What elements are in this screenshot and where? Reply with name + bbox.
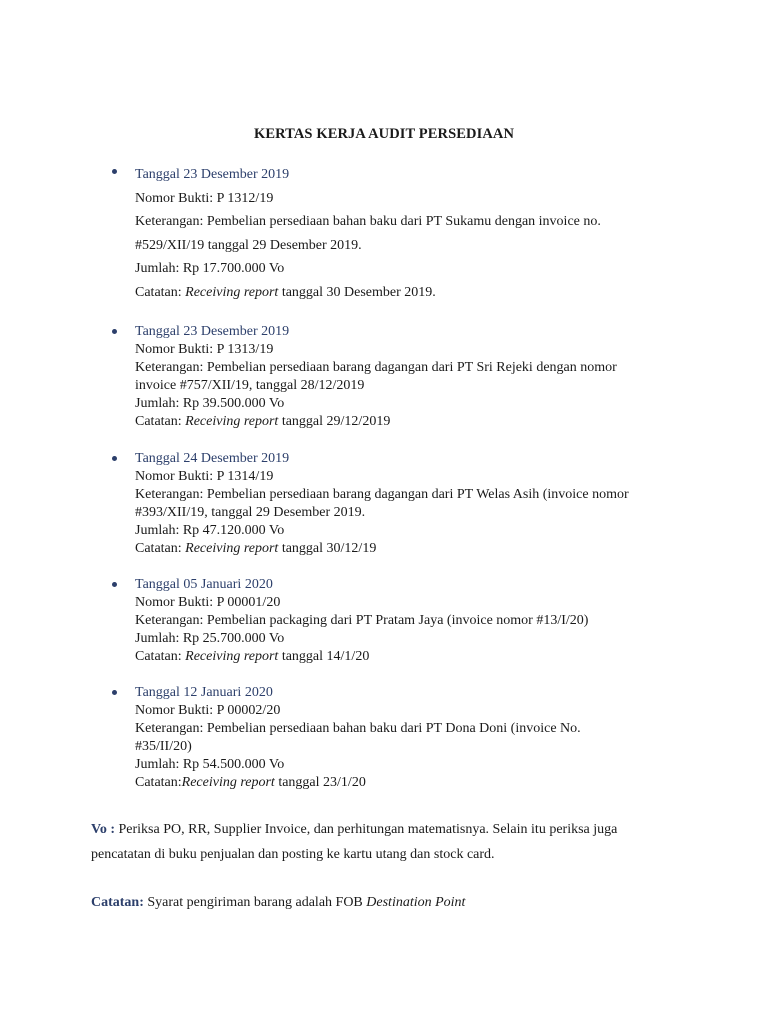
entry-catatan: [112, 774, 752, 792]
entry-date: Tanggal 05 Januari 2020: [135, 577, 273, 592]
entry-date-line: [112, 450, 752, 468]
entry-catatan: [112, 413, 752, 431]
entry-jumlah: Jumlah: Rp 47.120.000 Vo: [135, 523, 285, 538]
entry-keterangan: Keterangan: Pembelian persediaan bahan baku dari PT Dona Doni (invoice No.: [135, 721, 581, 736]
entry-date-line: [112, 576, 752, 594]
catatan-prefix: Catatan:: [135, 284, 186, 300]
entry-4: [112, 576, 752, 666]
vo-note: [91, 817, 711, 867]
vo-note-line-1: [91, 817, 711, 842]
vo-label: Vo :: [91, 822, 115, 837]
entry-keterangan-cont: #529/XII/19 tanggal 29 Desember 2019.: [135, 237, 362, 253]
catatan-suffix: tanggal 30/12/19: [278, 541, 377, 556]
entry-keterangan-cont: invoice #757/XII/19, tanggal 28/12/2019: [135, 378, 365, 393]
catatan-italic: Receiving report: [181, 775, 275, 790]
bullet-icon: [112, 582, 117, 587]
bullet-icon: [112, 329, 117, 334]
catatan-italic: Receiving report: [185, 541, 279, 556]
entry-date: Tanggal 24 Desember 2019: [135, 451, 290, 466]
entry-catatan: [112, 281, 752, 305]
bullet-icon: [112, 456, 117, 461]
catatan-prefix: Catatan:: [135, 414, 186, 429]
entry-date-line: [112, 684, 752, 702]
entry-keterangan: Keterangan: Pembelian persediaan bahan baku dari PT Sukamu dengan invoice no.: [135, 214, 601, 229]
entry-keterangan: Keterangan: Pembelian persediaan barang dagangan dari PT Sri Rejeki dengan nomor: [135, 360, 617, 375]
entry-keterangan: Keterangan: Pembelian persediaan barang dagangan dari PT Welas Asih (invoice nomor: [135, 487, 629, 502]
entry-2: [112, 323, 752, 431]
catatan-prefix: Catatan:: [135, 649, 186, 664]
entry-date-line: [112, 163, 752, 187]
entry-date: Tanggal 23 Desember 2019: [135, 167, 290, 182]
catatan-suffix: tanggal 29/12/2019: [278, 414, 391, 429]
entry-keterangan: Keterangan: Pembelian packaging dari PT Pratam Jaya (invoice nomor #13/I/20): [135, 613, 589, 628]
entry-keterangan-cont: #35/II/20): [135, 739, 192, 754]
entry-bukti: Nomor Bukti: P 00001/20: [135, 595, 281, 610]
entry-jumlah: Jumlah: Rp 17.700.000 Vo: [135, 261, 285, 276]
entry-3: [112, 450, 752, 558]
entry-bukti: Nomor Bukti: P 1312/19: [135, 190, 274, 206]
entry-date: Tanggal 12 Januari 2020: [135, 685, 273, 700]
catatan-prefix: Catatan:: [135, 541, 186, 556]
entry-bukti: Nomor Bukti: P 1313/19: [135, 342, 274, 357]
entry-5: [112, 684, 752, 792]
vo-text: Periksa PO, RR, Supplier Invoice, dan perhitungan matematisnya. Selain itu periksa juga: [115, 822, 618, 837]
catatan-italic-term: Destination Point: [366, 895, 466, 910]
catatan-italic: Receiving report: [185, 284, 279, 300]
bullet-icon: [112, 690, 117, 695]
entry-bukti: Nomor Bukti: P 00002/20: [135, 703, 281, 718]
catatan-label: Catatan:: [91, 895, 144, 910]
document-title: KERTAS KERJA AUDIT PERSEDIAAN: [253, 126, 515, 142]
catatan-note: [91, 890, 711, 915]
catatan-text: Syarat pengiriman barang adalah FOB: [143, 895, 367, 910]
entry-catatan: [112, 540, 752, 558]
catatan-italic: Receiving report: [185, 414, 279, 429]
catatan-italic: Receiving report: [185, 649, 279, 664]
entry-1: [112, 163, 752, 304]
entry-bukti: Nomor Bukti: P 1314/19: [135, 469, 274, 484]
entry-jumlah: Jumlah: Rp 39.500.000 Vo: [135, 396, 285, 411]
entry-keterangan-cont: #393/XII/19, tanggal 29 Desember 2019.: [135, 505, 366, 520]
entry-jumlah: Jumlah: Rp 54.500.000 Vo: [135, 757, 285, 772]
catatan-suffix: tanggal 23/1/20: [274, 775, 366, 790]
catatan-suffix: tanggal 14/1/20: [278, 649, 370, 664]
bullet-icon: [112, 169, 117, 174]
catatan-prefix: Catatan:: [135, 775, 182, 790]
entry-date-line: [112, 323, 752, 341]
entry-catatan: [112, 648, 752, 666]
entry-jumlah: Jumlah: Rp 25.700.000 Vo: [135, 631, 285, 646]
catatan-suffix: tanggal 30 Desember 2019.: [278, 284, 436, 300]
entry-date: Tanggal 23 Desember 2019: [135, 324, 290, 339]
vo-note-line-2: pencatatan di buku penjualan dan posting ke kartu utang dan stock card.: [91, 847, 495, 862]
